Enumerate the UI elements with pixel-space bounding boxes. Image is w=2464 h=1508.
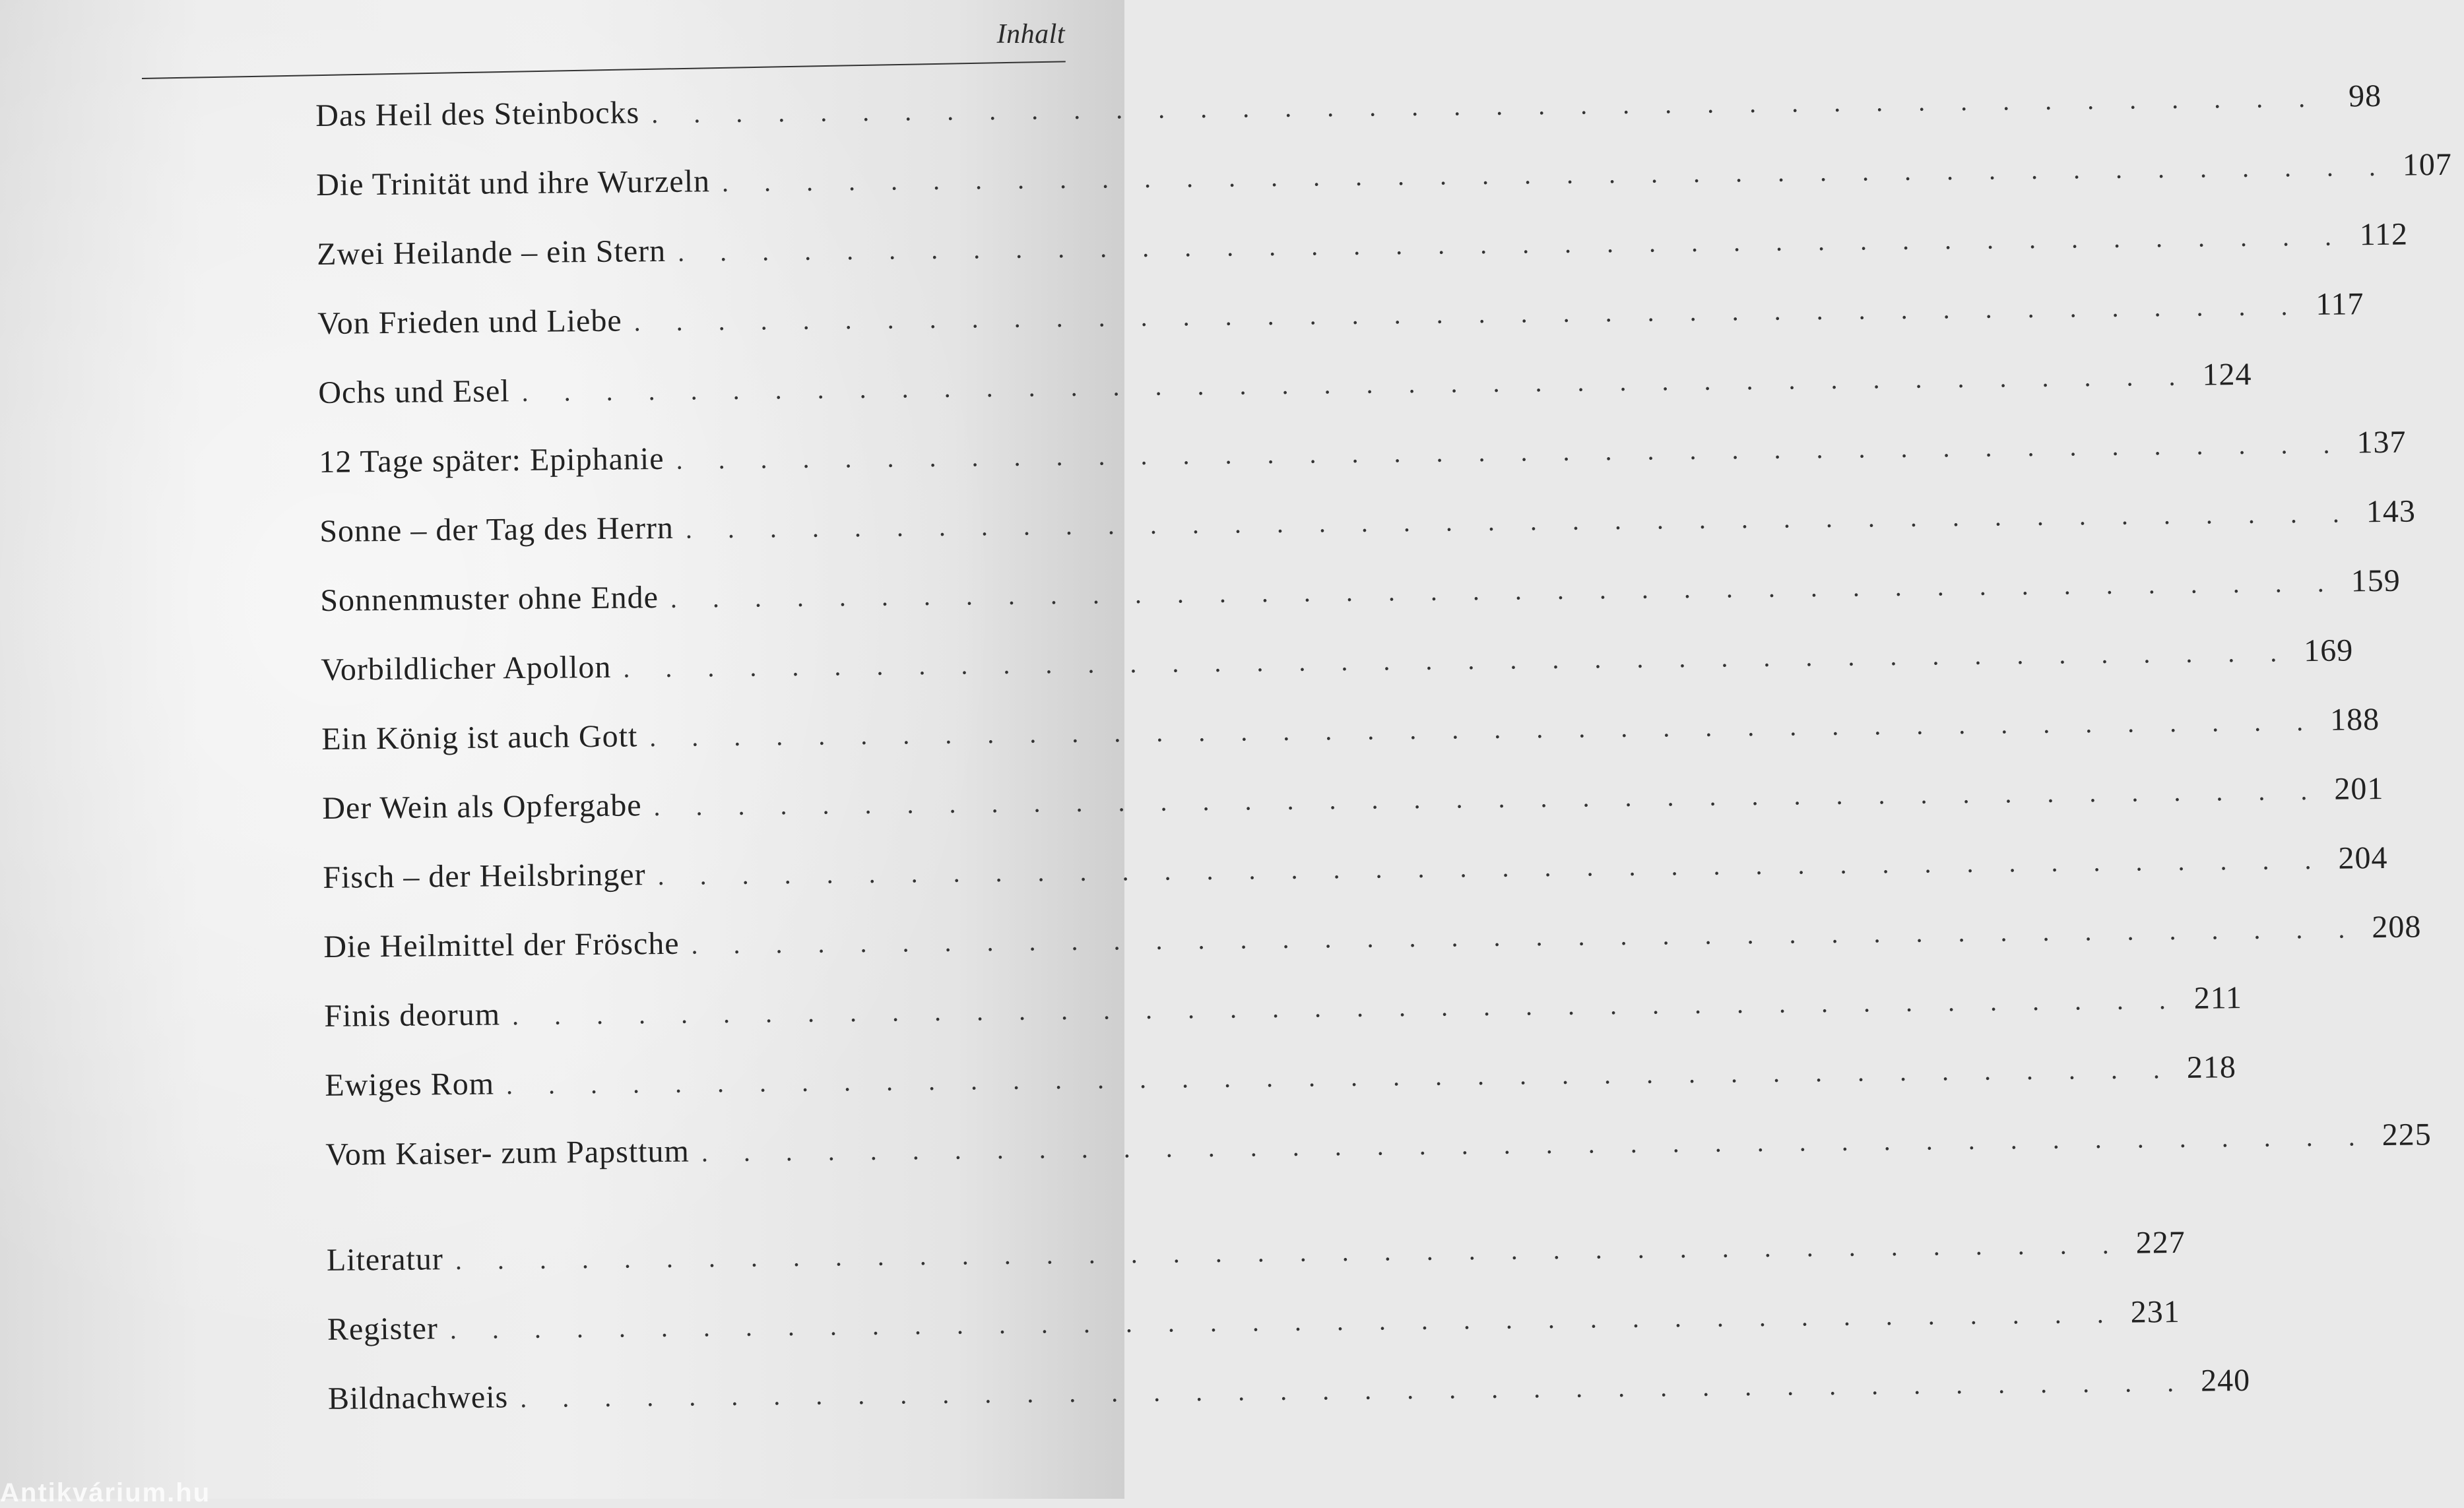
watermark: Antikvárium.hu <box>0 1478 211 1507</box>
leader-dots: . . . . . . . . . . . . . . . . . . . . . . . . . . . . . . . . . . . . . . . . <box>685 498 2354 544</box>
table-of-contents <box>315 78 2453 1416</box>
leader-dots: . . . . . . . . . . . . . . . . . . . . . . . . . . . . . . . . . . . . . . . . <box>449 1298 2119 1345</box>
leader-dots: . . . . . . . . . . . . . . . . . . . . . . . . . . . . . . . . . . . . . . . . <box>721 151 2391 198</box>
toc-entry-title: Ewiges Rom <box>325 1066 495 1103</box>
toc-entry-title: Vorbildlicher Apollon <box>321 649 612 687</box>
leader-dots: . . . . . . . . . . . . . . . . . . . . . . . . . . . . . . . . . . . . . . . . <box>691 914 2360 960</box>
toc-entry-page: 107 <box>2402 146 2453 183</box>
leader-dots: . . . . . . . . . . . . . . . . . . . . . . . . . . . . . . . . . . . . . . . . <box>677 221 2347 267</box>
header-rule <box>142 61 1066 79</box>
toc-entry-page: 188 <box>2329 702 2380 738</box>
toc-entry-page: 137 <box>2356 424 2407 460</box>
leader-dots: . . . . . . . . . . . . . . . . . . . . . . . . . . . . . . . . . . . . . . . . <box>649 706 2318 753</box>
leader-dots: . . . . . . . . . . . . . . . . . . . . . . . . . . . . . . . . . . . . . . . . <box>633 291 2302 337</box>
toc-entry-page: 227 <box>2135 1224 2186 1261</box>
toc-entry <box>321 633 2354 698</box>
leader-dots: . . . . . . . . . . . . . . . . . . . . . . . . . . . . . . . . . . . . . . . . <box>623 637 2292 683</box>
leader-dots: . . . . . . . . . . . . . . . . . . . . . . . . . . . . . . . . . . . . . . . . <box>521 361 2190 408</box>
leader-dots: . . . . . . . . . . . . . . . . . . . . . . . . . . . . . . . . . . . . . . . . <box>653 775 2322 822</box>
toc-entry-page: 143 <box>2366 493 2416 530</box>
toc-entry <box>319 493 2416 559</box>
toc-entry <box>323 909 2422 975</box>
toc-entry <box>317 286 2364 352</box>
running-head: Inhalt <box>996 19 1065 49</box>
toc-entry-title: Finis deorum <box>324 997 501 1034</box>
toc-entry-title: Die Heilmittel der Frösche <box>323 926 680 964</box>
toc-entry <box>325 1050 2237 1114</box>
toc-entry-title: Bildnachweis <box>327 1379 509 1416</box>
toc-entry <box>319 424 2407 490</box>
toc-entry-page: 117 <box>2316 286 2364 322</box>
toc-entry-page: 211 <box>2193 980 2243 1016</box>
toc-entry-page: 225 <box>2382 1117 2432 1153</box>
toc-entry-page: 240 <box>2200 1362 2251 1398</box>
toc-entry <box>325 1117 2432 1183</box>
toc-entry <box>317 216 2409 282</box>
toc-entry-page: 169 <box>2304 633 2354 669</box>
toc-entry-page: 204 <box>2338 840 2388 876</box>
toc-entry-title: 12 Tage später: Epiphanie <box>319 441 665 480</box>
toc-entry-page: 231 <box>2130 1294 2181 1330</box>
toc-entry <box>326 1224 2186 1288</box>
toc-entry <box>318 356 2252 421</box>
toc-entry-title: Zwei Heilande – ein Stern <box>317 233 666 272</box>
toc-entry-page: 159 <box>2351 563 2401 599</box>
leader-dots: . . . . . . . . . . . . . . . . . . . . . . . . . . . . . . . . . . . . . . . . <box>670 567 2339 613</box>
toc-entry <box>327 1362 2251 1427</box>
leader-dots: . . . . . . . . . . . . . . . . . . . . . . . . . . . . . . . . . . . . . . . . <box>455 1229 2124 1276</box>
toc-entry-title: Das Heil des Steinbocks <box>315 95 640 133</box>
toc-entry <box>322 770 2384 836</box>
toc-entry-title: Register <box>327 1311 439 1347</box>
toc-entry-title: Ochs und Esel <box>318 373 510 410</box>
toc-entry-page: 112 <box>2359 216 2409 253</box>
toc-entry-title: Der Wein als Opfergabe <box>322 788 642 826</box>
leader-dots: . . . . . . . . . . . . . . . . . . . . . . . . . . . . . . . . . . . . . . . . <box>505 1054 2175 1100</box>
toc-entry-title: Sonnenmuster ohne Ende <box>320 580 659 618</box>
toc-entry-title: Die Trinität und ihre Wurzeln <box>316 164 711 203</box>
leader-dots: . . . . . . . . . . . . . . . . . . . . . . . . . . . . . . . . . . . . . . . . <box>511 984 2181 1031</box>
toc-entry-title: Von Frieden und Liebe <box>317 303 622 341</box>
leader-dots: . . . . . . . . . . . . . . . . . . . . . . . . . . . . . . . . . . . . . . . . <box>657 844 2326 891</box>
toc-entry-page: 201 <box>2334 770 2384 807</box>
toc-entry-title: Fisch – der Heilsbringer <box>323 857 646 895</box>
toc-entry-title: Vom Kaiser- zum Papsttum <box>325 1133 690 1172</box>
toc-entry <box>320 563 2401 629</box>
toc-entry-page: 124 <box>2202 356 2252 393</box>
toc-entry-title: Ein König ist auch Gott <box>321 718 638 757</box>
leader-dots: . . . . . . . . . . . . . . . . . . . . . . . . . . . . . . . . . . . . . . . . <box>701 1121 2370 1168</box>
toc-entry <box>327 1294 2181 1358</box>
toc-entry-page: 98 <box>2348 78 2382 114</box>
toc-entry <box>324 980 2243 1044</box>
leader-dots: . . . . . . . . . . . . . . . . . . . . . . . . . . . . . . . . . . . . . . . . <box>676 429 2345 475</box>
leader-dots: . . . . . . . . . . . . . . . . . . . . . . . . . . . . . . . . . . . . . . . . <box>520 1367 2189 1414</box>
toc-entry-page: 218 <box>2186 1050 2237 1085</box>
toc-entry <box>316 146 2453 213</box>
toc-entry <box>323 840 2388 906</box>
toc-entry <box>315 78 2382 144</box>
toc-entry <box>321 702 2380 767</box>
toc-entry-title: Literatur <box>326 1241 444 1278</box>
toc-entry-title: Sonne – der Tag des Herrn <box>319 510 674 549</box>
toc-entry-page: 208 <box>2372 909 2422 945</box>
leader-dots: . . . . . . . . . . . . . . . . . . . . . . . . . . . . . . . . . . . . . . . . <box>651 82 2320 129</box>
